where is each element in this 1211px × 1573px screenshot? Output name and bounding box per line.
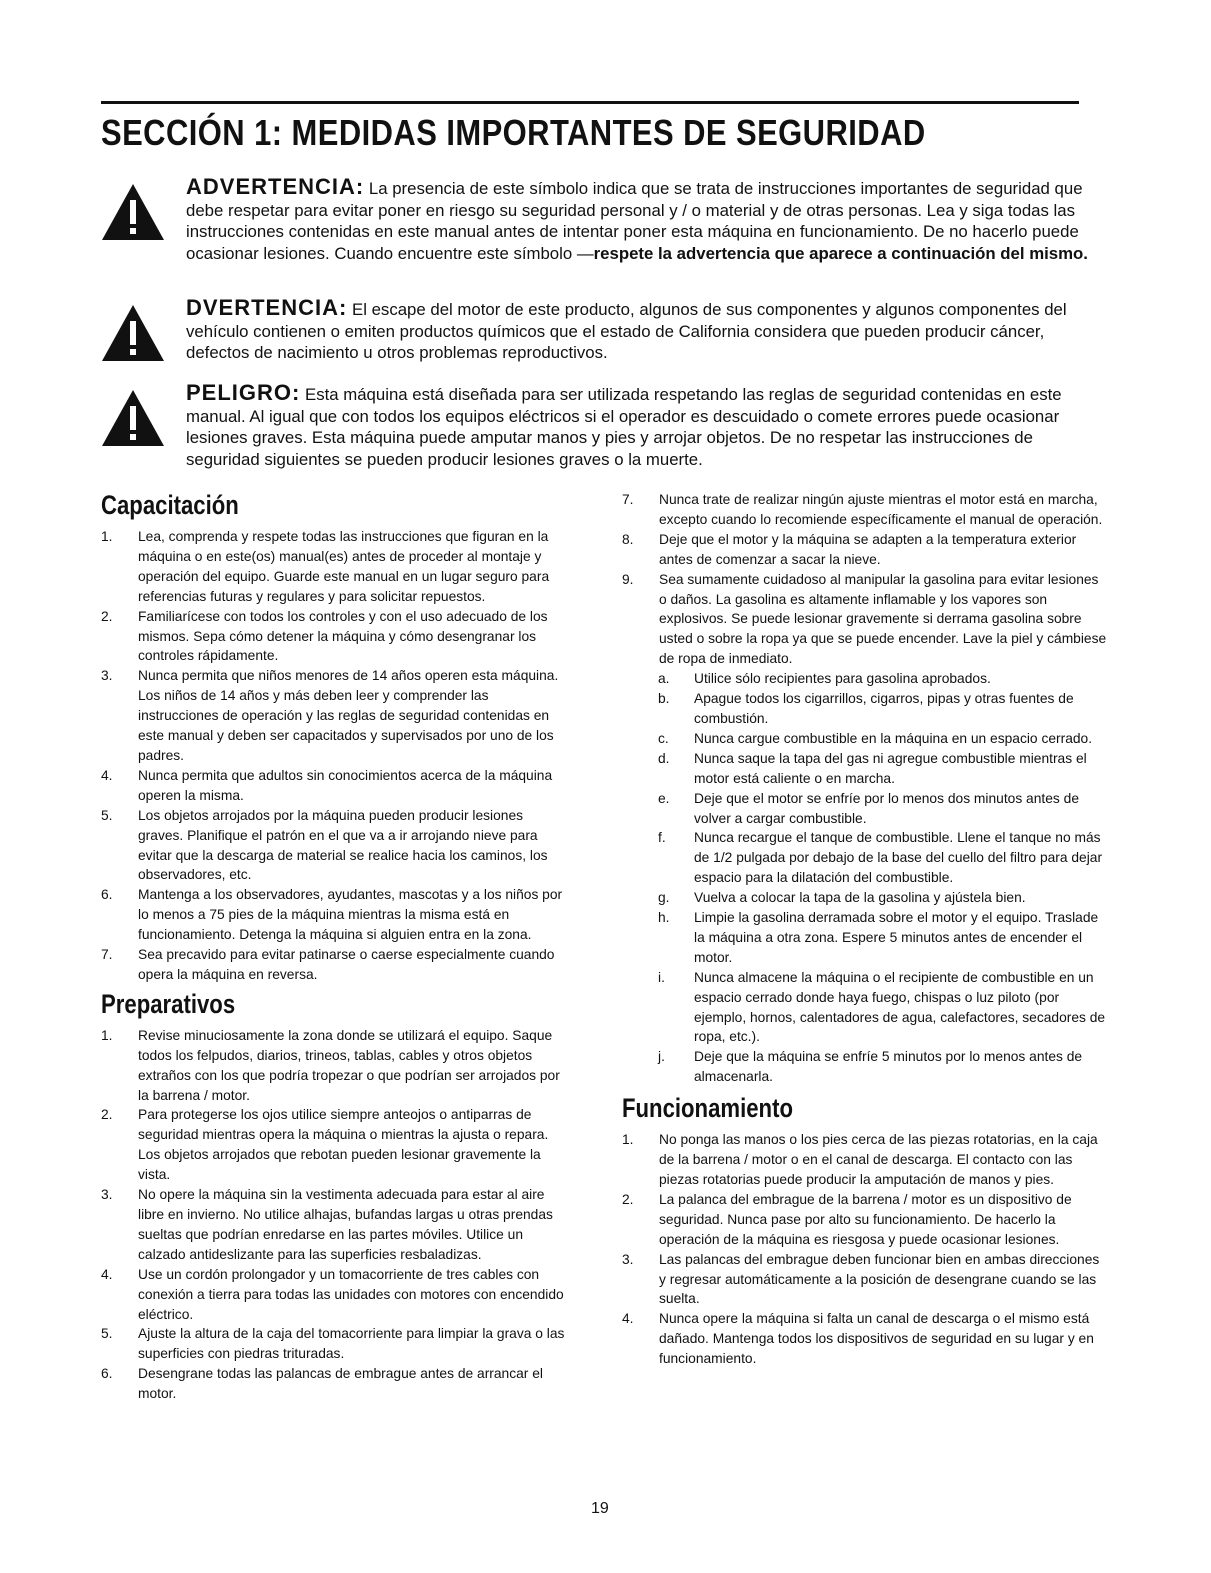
- list-item: 7. Sea precavido para evitar patinarse o caerse especialmente cuando opera la máquina en reversa.: [101, 947, 555, 982]
- heading-preparativos: Preparativos: [101, 988, 236, 1019]
- list-item: 1. Lea, comprenda y respete todas las instrucciones que figuran en la máquina o en este(os) manual(es) antes de proceder al montaje y operación del equipo. Guarde este manual en un lugar seguro para referencias futuras y regulares y para solicitar repuestos.: [101, 529, 550, 604]
- list-item: 7. Nunca trate de realizar ningún ajuste mientras el motor está en marcha, excepto cuando lo recomiende específicamente el manual de operación.: [622, 492, 1103, 527]
- warning-keyword: ADVERTENCIA:: [186, 174, 365, 199]
- right-column: [622, 490, 1107, 1369]
- warning-triangle-icon: [100, 303, 166, 363]
- warning-text: [186, 176, 1106, 264]
- warning-bold: respete la advertencia que aparece a continuación del mismo.: [593, 243, 1088, 263]
- sub-list-item: c. Nunca cargue combustible en la máquina en un espacio cerrado.: [658, 730, 1093, 746]
- list-item: 6. Mantenga a los observadores, ayudantes, mascotas y a los niños por lo menos a 75 pies de la máquina mientras la misma está en funcionamiento. Detenga la máquina si alguien entra en la zona.: [101, 887, 563, 943]
- list-item: 9. Sea sumamente cuidadoso al manipular la gasolina para evitar lesiones o daños. La gasolina es altamente inflamable y los vapores son explosivos. Se puede lesionar gravemente si derrama gasolina sobre usted o sobre la ropa ya que se puede encender. Lave la piel y cámbiese de ropa de inmediato.: [622, 571, 1107, 667]
- list-item: 2. La palanca del embrague de la barrena / motor es un dispositivo de seguridad. Nunca pase por alto su funcionamiento. De hacerlo la operación de la máquina es riesgosa y puede ocasionar lesiones.: [622, 1191, 1072, 1247]
- warning-body: El escape del motor de este producto, algunos de sus componentes y algunos componentes del vehículo contienen o emiten productos químicos que el estado de California considera que pueden producir cáncer, defectos de nacimiento u otros problemas reproductivos.: [186, 300, 1067, 362]
- sub-list-item: g. Vuelva a colocar la tapa de la gasolina y ajústela bien.: [658, 890, 1026, 906]
- warning-keyword: DVERTENCIA:: [186, 295, 348, 320]
- warning-triangle-icon: [100, 388, 166, 448]
- warning-text: [186, 297, 1106, 364]
- gasoline-sublist: [639, 669, 1107, 1087]
- list-item: 1. Revise minuciosamente la zona donde se utilizará el equipo. Saque todos los felpudos, diarios, trineos, tablas, cables y otros objetos extraños con los que podría tropezar o que podrían ser arrojados por la barrena / motor.: [101, 1027, 560, 1103]
- sub-list-item: b. Apague todos los cigarrillos, cigarros, pipas y otras fuentes de combustión.: [658, 691, 1074, 726]
- list-item: 4. Nunca opere la máquina si falta un canal de descarga o el mismo está dañado. Mantenga todos los dispositivos de seguridad en su lugar y en funcionamiento.: [622, 1311, 1094, 1367]
- sub-list-item: h. Limpie la gasolina derramada sobre el motor y el equipo. Traslade la máquina a otra zona. Espere 5 minutos antes de encender el motor.: [658, 910, 1099, 965]
- heading-capacitacion: Capacitación: [101, 490, 239, 520]
- list-item: 3. Las palancas del embrague deben funcionar bien en ambas direcciones y regresar automáticamente a la posición de desengrane cuando se las suelta.: [622, 1251, 1100, 1307]
- list-item: 6. Desengrane todas las palancas de embrague antes de arrancar el motor.: [101, 1366, 543, 1402]
- list-item: 3. Nunca permita que niños menores de 14 años operen esta máquina. Los niños de 14 años y más deben leer y comprender las instrucciones de operación y las reglas de seguridad contenidas en este manual y deben ser capacitados y supervisados por uno de los padres.: [101, 668, 559, 763]
- preparativos-continued-list: [622, 490, 1107, 669]
- sub-list-item: j. Deje que la máquina se enfríe 5 minutos por lo menos antes de almacenarla.: [658, 1049, 1083, 1085]
- funcionamiento-list: [622, 1130, 1107, 1369]
- warning-triangle-icon: [100, 182, 166, 242]
- sub-list-item: i. Nunca almacene la máquina o el recipiente de combustible en un espacio cerrado donde haya fuego, chispas o luz piloto (por ejemplo, hornos, calentadores de agua, calefactores, secadores de ropa, etc.).: [658, 969, 1106, 1045]
- list-item: 8. Deje que el motor y la máquina se adapten a la temperatura exterior antes de comenzar a sacar la nieve.: [622, 531, 1077, 567]
- list-item: 5. Ajuste la altura de la caja del tomacorriente para limpiar la grava o las superficies con piedras trituradas.: [101, 1326, 565, 1362]
- title-rule: [101, 101, 1079, 104]
- list-item: 5. Los objetos arrojados por la máquina pueden producir lesiones graves. Planifique el patrón en el que va a ir arrojando nieve para evitar que la descarga de material se realice hacia los caminos, los observadores, etc.: [101, 807, 548, 883]
- page-title: SECCIÓN 1: MEDIDAS IMPORTANTES DE SEGURIDAD: [101, 112, 926, 153]
- warning-text: [186, 382, 1106, 470]
- warning-body: La presencia de este símbolo indica que se trata de instrucciones importantes de seguridad que debe respetar para evitar poner en riesgo su seguridad personal y / o material y de otras personas. Lea y siga todas las instrucciones contenidas en este manual antes de intentar poner esta máquina en funcionamiento. De no hacerlo puede ocasionar lesiones. Cuando encuentre este símbolo —: [186, 179, 1083, 263]
- left-column: [101, 490, 571, 1404]
- warning-body: Esta máquina está diseñada para ser utilizada respetando las reglas de seguridad contenidas en este manual. Al igual que con todos los equipos eléctricos si el operador es descuidado o comete errores puede ocasionar lesiones graves. Esta máquina puede amputar manos y pies y arrojar objetos. De no respetar las instrucciones de seguridad siguientes se pueden producir lesiones graves o la muerte.: [186, 385, 1062, 469]
- list-item: 4. Use un cordón prolongador y un tomacorriente de tres cables con conexión a tierra para todas las unidades con motores con encendido eléctrico.: [101, 1266, 564, 1322]
- list-item: 1. No ponga las manos o los pies cerca de las piezas rotatorias, en la caja de la barrena / motor o en el canal de descarga. El contacto con las piezas rotatorias puede producir la amputación de manos y pies.: [622, 1132, 1098, 1187]
- preparativos-list: [101, 1026, 571, 1404]
- list-item: 2. Familiarícese con todos los controles y con el uso adecuado de los mismos. Sepa cómo detener la máquina y cómo desengranar los controles rápidamente.: [101, 608, 548, 664]
- page-number: 19: [591, 1500, 609, 1517]
- list-item: 4. Nunca permita que adultos sin conocimientos acerca de la máquina operen la misma.: [101, 767, 553, 803]
- sub-list-item: f. Nunca recargue el tanque de combustible. Llene el tanque no más de 1/2 pulgada por debajo de la base del cuello del filtro para dejar espacio para la dilatación del combustible.: [658, 830, 1103, 886]
- sub-list-item: d. Nunca saque la tapa del gas ni agregue combustible mientras el motor está caliente o en marcha.: [658, 750, 1087, 786]
- sub-list-item: a. Utilice sólo recipientes para gasolina aprobados.: [658, 671, 991, 687]
- capacitacion-list: [101, 527, 571, 985]
- heading-funcionamiento: Funcionamiento: [622, 1093, 793, 1124]
- list-item: 2. Para protegerse los ojos utilice siempre anteojos o antiparras de seguridad mientras opera la máquina o mientras la ajusta o repara. Los objetos arrojados que rebotan pueden lesionar gravemente la vista.: [101, 1107, 549, 1183]
- list-item: 3. No opere la máquina sin la vestimenta adecuada para estar al aire libre en invierno. No utilice alhajas, bufandas largas u otras prendas sueltas que podrían enredarse en las partes móviles. Utilice un calzado antideslizante para las superficies resbaladizas.: [101, 1187, 553, 1262]
- warning-keyword: PELIGRO:: [186, 380, 301, 405]
- sub-list-item: e. Deje que el motor se enfríe por lo menos dos minutos antes de volver a cargar combustible.: [658, 790, 1079, 826]
